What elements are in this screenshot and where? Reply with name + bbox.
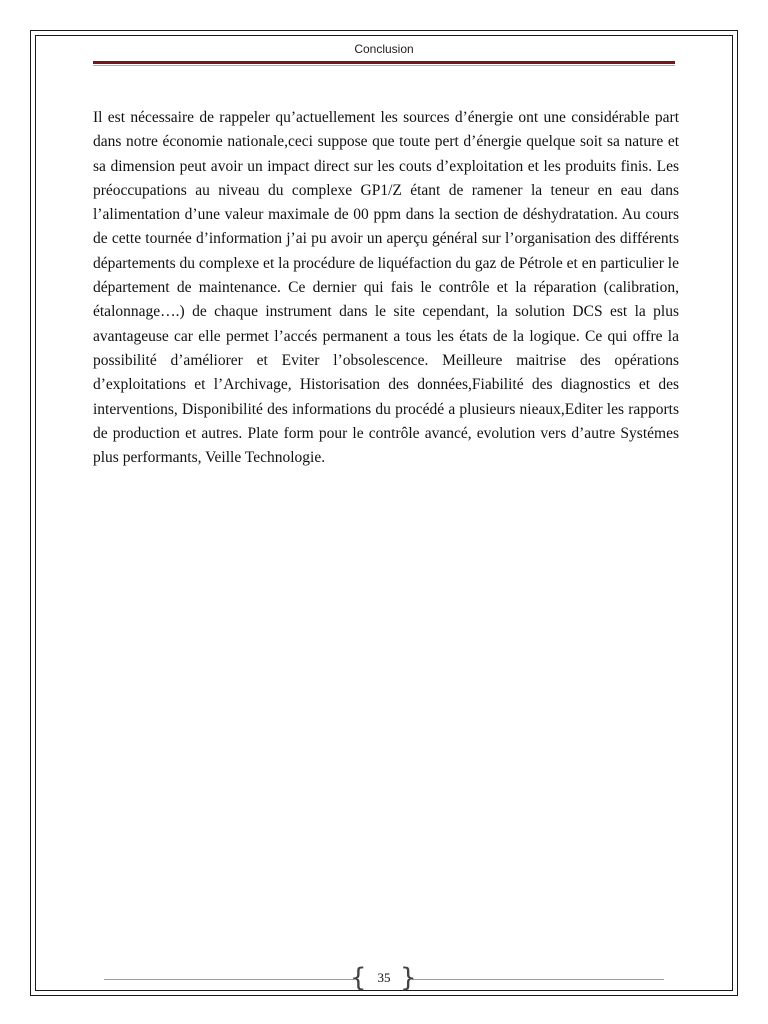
conclusion-paragraph: Il est nécessaire de rappeler qu’actuellement les sources d’énergie ont une considérable part dans notre économie nationale,ceci suppose que toute pert d’énergie quelque soit sa nature et sa dimension peut avoir un impact direct sur les couts d’exploitation et les produits finis. Les préoccupations au niveau du complexe GP1/Z étant de ramener la teneur en eau dans l’alimentation d’une valeur maximale de 00 ppm dans la section de déshydratation. Au cours de cette tournée d’information j’ai pu avoir un aperçu général sur l’organisation des différents départements du complexe et la procédure de liquéfaction du gaz de Pétrole et en particulier le département de maintenance. Ce dernier qui fais le contrôle et la réparation (calibration, étalonnage….) de chaque instrument dans le site cependant, la solution DCS est la plus avantageuse car elle permet l’accés permanent a tous les états de la logique. Ce qui offre la possibilité d’améliorer et Eviter l’obsolescence. Meilleure maitrise des opérations d’exploitations et l’Archivage, Historisation des données,Fiabilité des diagnostics et des interventions, Disponibilité des informations du procédé a plusieurs nieaux,Editer les rapports de production et autres. Plate form pour le contrôle avancé, evolution vers d’autre Systémes plus performants, Veille Technologie.: [93, 109, 679, 467]
page-number: 35: [377, 970, 391, 985]
left-brace-icon: {: [350, 963, 367, 993]
header-rule-shadow: [93, 65, 675, 66]
footer-rule-right: [412, 979, 664, 980]
header-title: Conclusion: [354, 42, 414, 56]
right-brace-icon: }: [400, 963, 417, 993]
footer-rule-left: [104, 979, 354, 980]
header-rule: [93, 61, 675, 64]
